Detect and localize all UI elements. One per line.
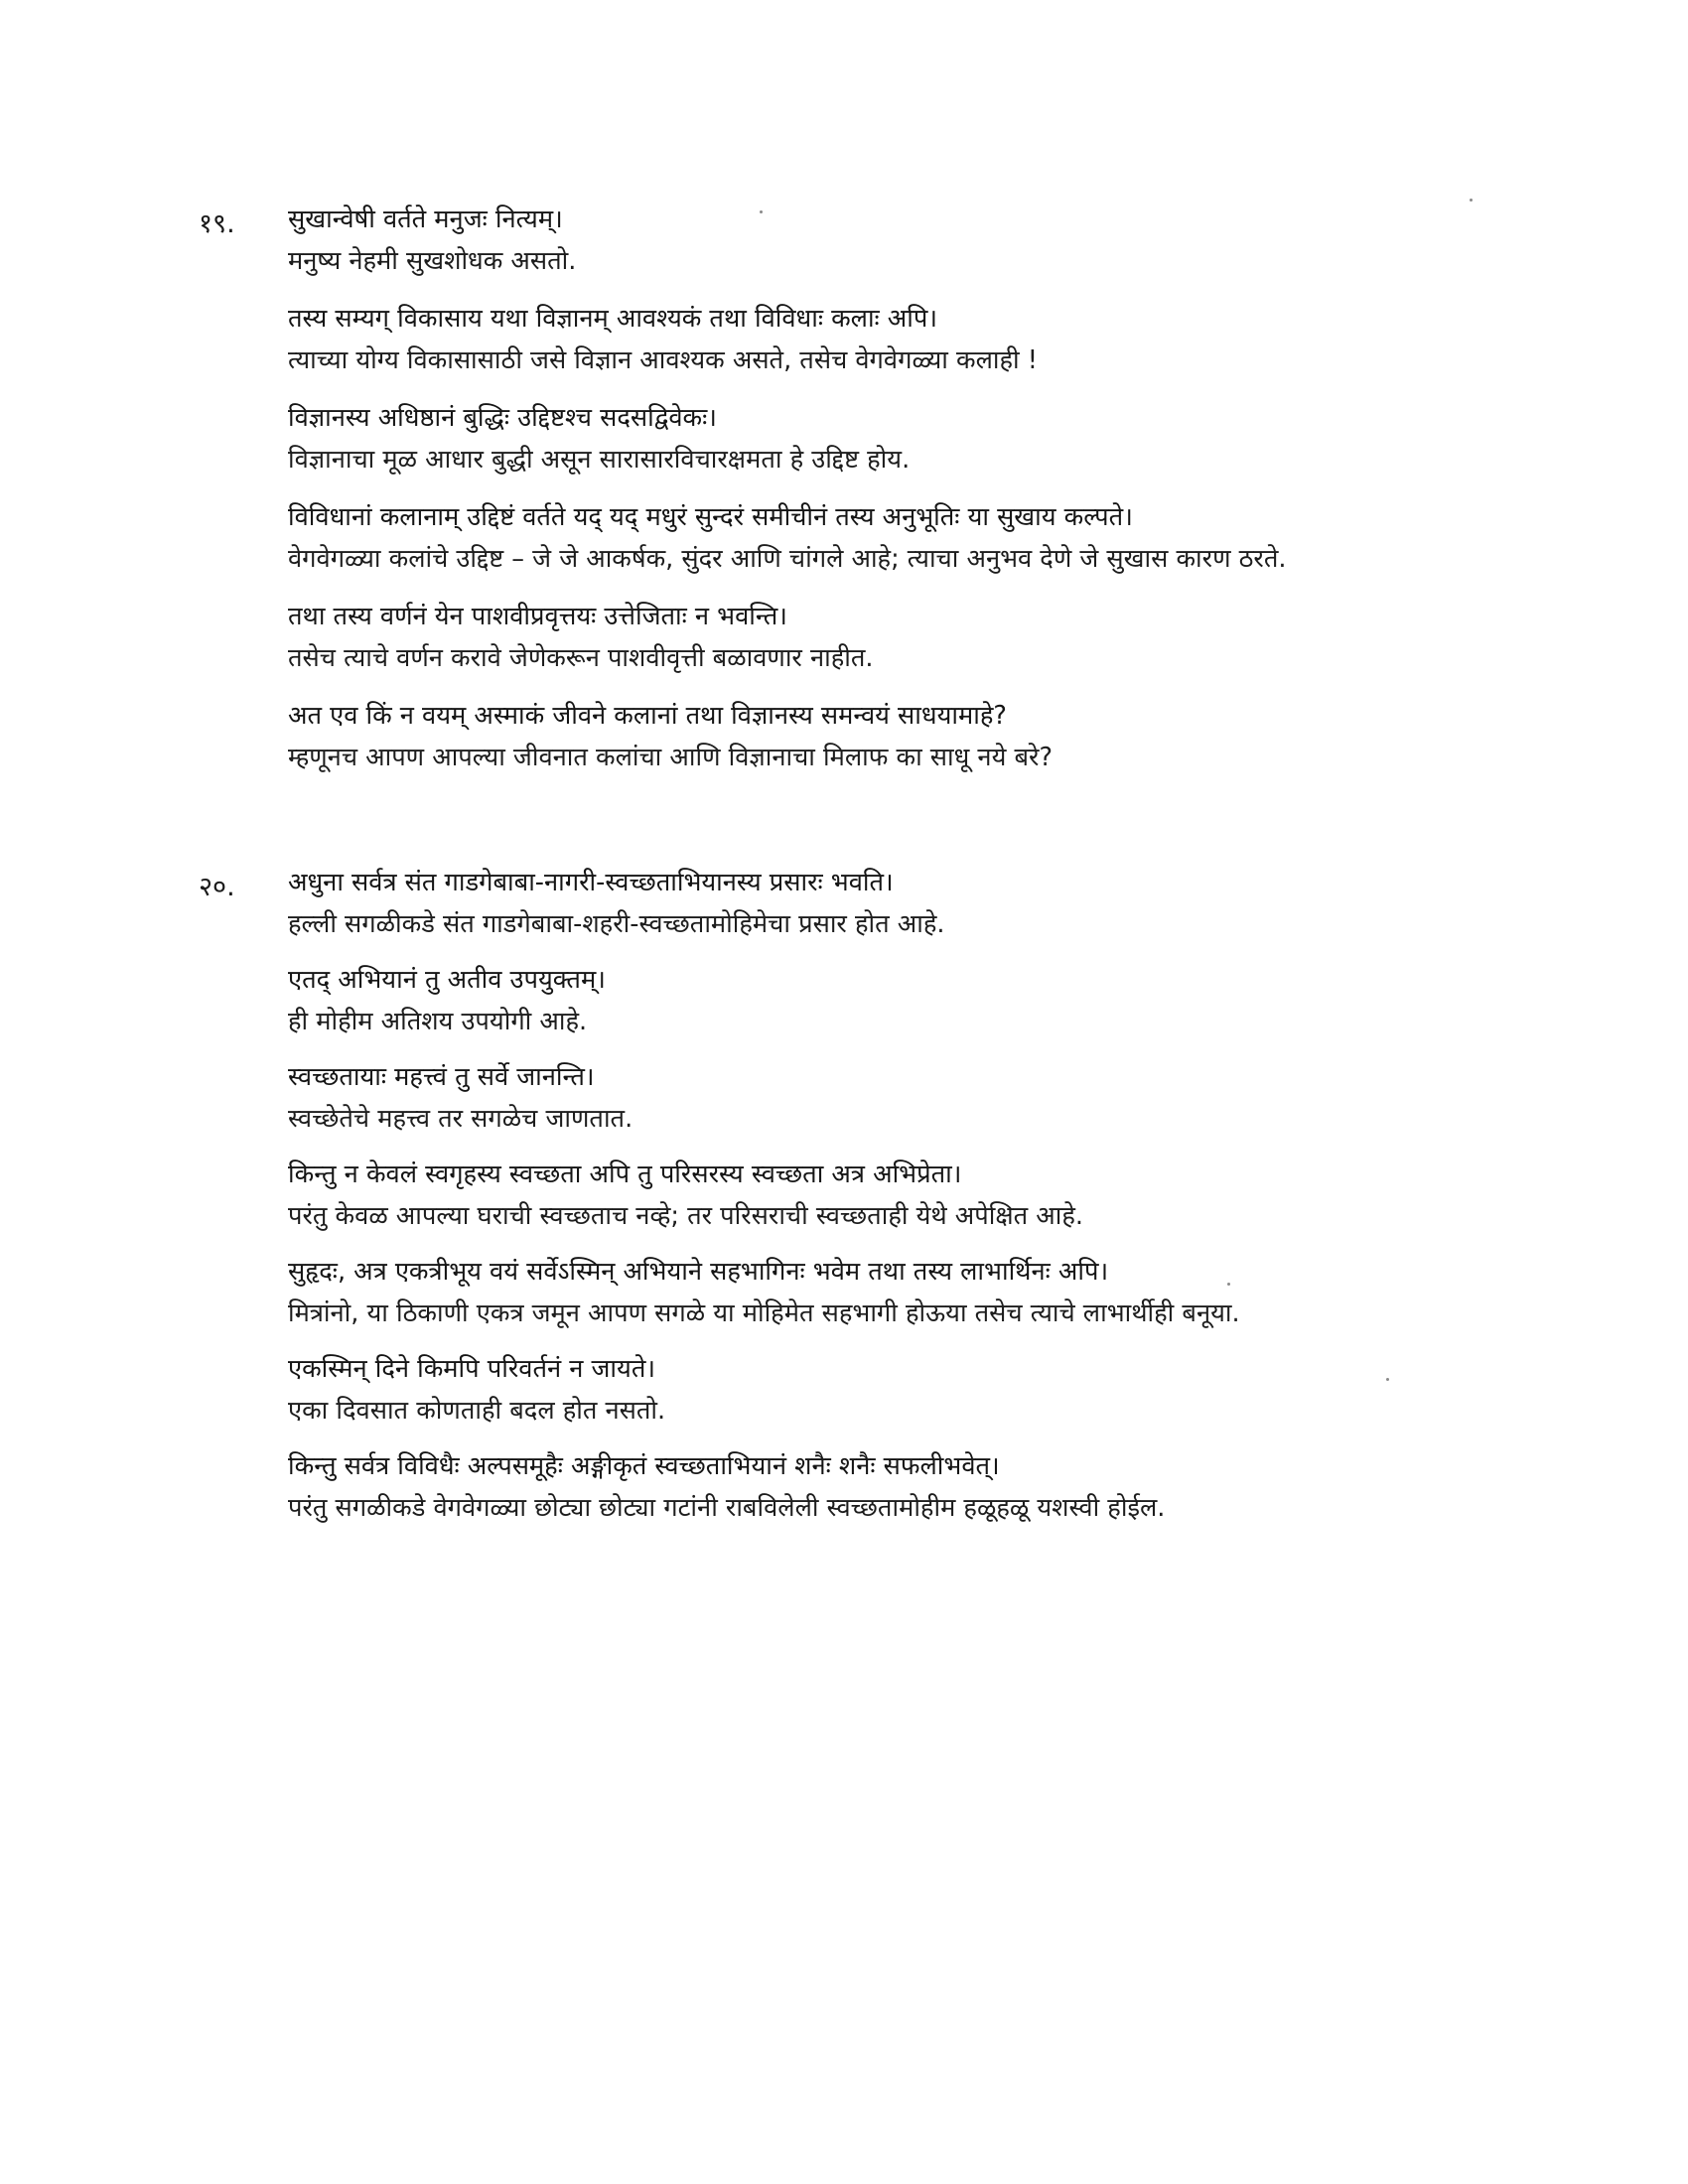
marathi-translation: मित्रांनो, या ठिकाणी एकत्र जमून आपण सगळे या मोहिमेत सहभागी होऊया तसेच त्याचे लाभार्थीही बनूया. bbox=[288, 1298, 1240, 1328]
verse-pair bbox=[288, 596, 1549, 679]
verse-pair bbox=[288, 298, 1549, 381]
verse-pair bbox=[288, 199, 1549, 282]
sanskrit-line: तथा तस्य वर्णनं येन पाशवीप्रवृत्तयः उत्तेजिताः न भवन्ति। bbox=[288, 602, 787, 631]
marathi-translation: विज्ञानाचा मूळ आधार बुद्धी असून सारासारविचारक्षमता हे उद्दिष्ट होय. bbox=[288, 445, 911, 475]
verse-pair bbox=[288, 695, 1549, 778]
sanskrit-line: किन्तु सर्वत्र विविधैः अल्पसमूहैः अङ्गीकृतं स्वच्छताभियानं शनैः शनैः सफलीभवेत्। bbox=[288, 1451, 1000, 1481]
sanskrit-line: सुखान्वेषी वर्तते मनुजः नित्यम्। bbox=[288, 205, 563, 234]
marathi-translation: त्याच्या योग्य विकासासाठी जसे विज्ञान आवश्यक असते, तसेच वेगवेगळ्या कलाही ! bbox=[288, 345, 1038, 375]
question-number: १९. bbox=[199, 208, 235, 239]
question-body bbox=[288, 862, 1549, 1543]
sanskrit-line: सुहृदः, अत्र एकत्रीभूय वयं सर्वेऽस्मिन् अभियाने सहभागिनः भवेम तथा तस्य लाभार्थिनः अपि। bbox=[288, 1257, 1109, 1287]
marathi-translation: एका दिवसात कोणताही बदल होत नसतो. bbox=[288, 1396, 666, 1426]
sanskrit-line: विज्ञानस्य अधिष्ठानं बुद्धिः उद्दिष्टश्च सदसद्विवेकः। bbox=[288, 403, 717, 433]
marathi-translation: परंतु सगळीकडे वेगवेगळ्या छोट्या छोट्या गटांनी राबविलेली स्वच्छतामोहीम हळूहळू यशस्वी होईल. bbox=[288, 1493, 1166, 1523]
verse-pair bbox=[288, 496, 1549, 580]
sanskrit-line: अधुना सर्वत्र संत गाडगेबाबा-नागरी-स्वच्छताभियानस्य प्रसारः भवति। bbox=[288, 868, 894, 897]
marathi-translation: तसेच त्याचे वर्णन करावे जेणेकरून पाशवीवृत्ती बळावणार नाहीत. bbox=[288, 643, 874, 673]
sanskrit-line: एतद् अभियानं तु अतीव उपयुक्तम्। bbox=[288, 965, 606, 995]
question-number: २०. bbox=[199, 872, 235, 902]
marathi-translation: वेगवेगळ्या कलांचे उद्दिष्ट – जे जे आकर्षक, सुंदर आणि चांगले आहे; त्याचा अनुभव देणे जे सुखास कारण ठरते. bbox=[288, 544, 1287, 574]
sanskrit-line: एकस्मिन् दिने किमपि परिवर्तनं न जायते। bbox=[288, 1354, 656, 1384]
verse-pair bbox=[288, 959, 1549, 1042]
verse-pair bbox=[288, 1056, 1549, 1140]
marathi-translation: परंतु केवळ आपल्या घराची स्वच्छताच नव्हे; तर परिसराची स्वच्छताही येथे अपेक्षित आहे. bbox=[288, 1201, 1083, 1231]
sanskrit-line: तस्य सम्यग् विकासाय यथा विज्ञानम् आवश्यकं तथा विविधाः कलाः अपि। bbox=[288, 304, 938, 334]
sanskrit-line: स्वच्छतायाः महत्त्वं तु सर्वे जानन्ति। bbox=[288, 1062, 595, 1092]
sanskrit-line: किन्तु न केवलं स्वगृहस्य स्वच्छता अपि तु परिसरस्य स्वच्छता अत्र अभिप्रेता। bbox=[288, 1160, 962, 1189]
question-body bbox=[288, 199, 1549, 794]
sanskrit-line: अत एव किं न वयम् अस्माकं जीवने कलानां तथा विज्ञानस्य समन्वयं साधयामाहे? bbox=[288, 701, 1007, 731]
verse-pair bbox=[288, 1154, 1549, 1237]
marathi-translation: म्हणूनच आपण आपल्या जीवनात कलांचा आणि विज्ञानाचा मिलाफ का साधू नये बरे? bbox=[288, 743, 1054, 772]
verse-pair bbox=[288, 1251, 1549, 1334]
verse-pair bbox=[288, 397, 1549, 480]
verse-pair bbox=[288, 1348, 1549, 1432]
marathi-translation: हल्ली सगळीकडे संत गाडगेबाबा-शहरी-स्वच्छतामोहिमेचा प्रसार होत आहे. bbox=[288, 909, 945, 939]
marathi-translation: मनुष्य नेहमी सुखशोधक असतो. bbox=[288, 246, 577, 276]
marathi-translation: ही मोहीम अतिशय उपयोगी आहे. bbox=[288, 1007, 588, 1036]
sanskrit-line: विविधानां कलानाम् उद्दिष्टं वर्तते यद् यद् मधुरं सुन्दरं समीचीनं तस्य अनुभूतिः या सुखाय कल्पते। bbox=[288, 502, 1133, 532]
verse-pair bbox=[288, 1445, 1549, 1529]
marathi-translation: स्वच्छेतेचे महत्त्व तर सगळेच जाणतात. bbox=[288, 1104, 633, 1134]
verse-pair bbox=[288, 862, 1549, 945]
